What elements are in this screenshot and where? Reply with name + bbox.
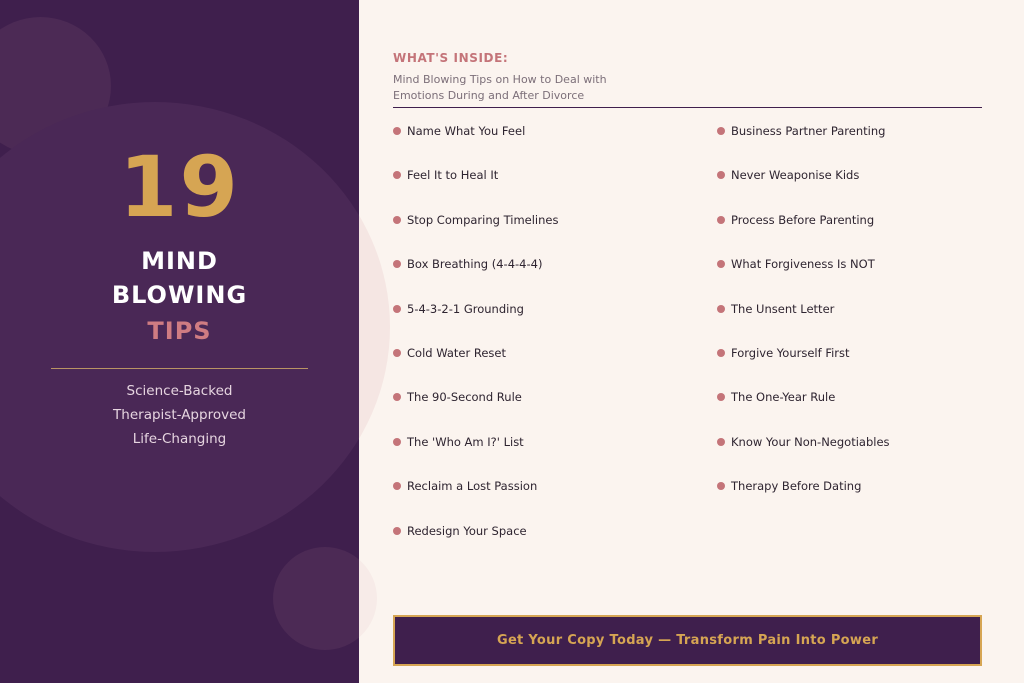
tip-label: Name What You Feel (407, 124, 526, 138)
tip-label: What Forgiveness Is NOT (731, 257, 875, 272)
tips-list-column-1 (393, 117, 558, 561)
bullet-icon (717, 482, 725, 490)
tip-label: Cold Water Reset (407, 345, 506, 360)
bullet-icon (717, 127, 725, 135)
bullet-icon (717, 393, 725, 401)
section-description: Mind Blowing Tips on How to Deal with Emotions During and After Divorce (393, 73, 607, 102)
hero-number: 19 (119, 138, 240, 236)
hero-title-line-1: MIND (141, 247, 218, 275)
list-item (717, 117, 890, 161)
bullet-icon (393, 349, 401, 357)
bullet-icon (717, 438, 725, 446)
list-item (393, 428, 558, 472)
bullet-icon (393, 216, 401, 224)
hero-tagline: Life-Changing (132, 431, 227, 447)
list-item (393, 206, 558, 250)
bullet-icon (717, 171, 725, 179)
bullet-icon (393, 127, 401, 135)
tip-label: Box Breathing (4-4-4-4) (407, 257, 543, 272)
tip-label: 5-4-3-2-1 Grounding (407, 301, 524, 316)
bullet-icon (393, 260, 401, 268)
tip-label: Forgive Yourself First (731, 345, 850, 360)
tip-label: The Unsent Letter (731, 301, 835, 316)
hero-panel (0, 0, 359, 683)
list-item (717, 161, 890, 205)
tip-label: Never Weaponise Kids (731, 168, 860, 183)
list-item (717, 250, 890, 294)
tip-label: Redesign Your Space (407, 523, 527, 538)
tips-list-column-2 (717, 117, 890, 517)
decor-circle-large-right (359, 102, 390, 552)
bullet-icon (393, 527, 401, 535)
list-item (393, 339, 558, 383)
bullet-icon (717, 260, 725, 268)
list-item (717, 295, 890, 339)
list-item (393, 517, 558, 561)
list-item (717, 339, 890, 383)
tip-label: The One-Year Rule (731, 390, 836, 405)
list-item (717, 383, 890, 427)
decor-circle-small (273, 547, 359, 650)
hero-tagline: Therapist-Approved (113, 407, 246, 423)
tip-label: The 'Who Am I?' List (407, 434, 524, 449)
bullet-icon (393, 393, 401, 401)
section-kicker: WHAT'S INSIDE: (393, 51, 509, 65)
bullet-icon (393, 438, 401, 446)
list-item (393, 295, 558, 339)
tip-label: Feel It to Heal It (407, 168, 499, 183)
tip-label: Business Partner Parenting (731, 124, 886, 138)
hero-title-line-2: BLOWING (111, 281, 248, 309)
tip-label: Therapy Before Dating (731, 479, 862, 494)
tip-label: Know Your Non-Negotiables (731, 434, 890, 449)
list-item (717, 428, 890, 472)
get-copy-button[interactable] (393, 615, 982, 666)
bullet-icon (393, 482, 401, 490)
hero-divider (51, 368, 308, 369)
list-item (393, 117, 558, 161)
section-divider (393, 107, 982, 108)
list-item (393, 472, 558, 516)
list-item (393, 383, 558, 427)
list-item (717, 472, 890, 516)
cta-label: Get Your Copy Today — Transform Pain Into Power (496, 633, 879, 648)
bullet-icon (717, 305, 725, 313)
tip-label: Reclaim a Lost Passion (407, 479, 538, 494)
hero-title-line-3: TIPS (147, 317, 212, 345)
hero-tagline: Science-Backed (126, 383, 233, 399)
bullet-icon (717, 216, 725, 224)
list-item (393, 161, 558, 205)
tip-label: The 90-Second Rule (407, 390, 522, 405)
decor-circle-small-right (359, 547, 377, 650)
bullet-icon (393, 305, 401, 313)
list-item (393, 250, 558, 294)
bullet-icon (717, 349, 725, 357)
tip-label: Process Before Parenting (731, 212, 875, 227)
bullet-icon (393, 171, 401, 179)
tip-label: Stop Comparing Timelines (407, 212, 559, 227)
list-item (717, 206, 890, 250)
